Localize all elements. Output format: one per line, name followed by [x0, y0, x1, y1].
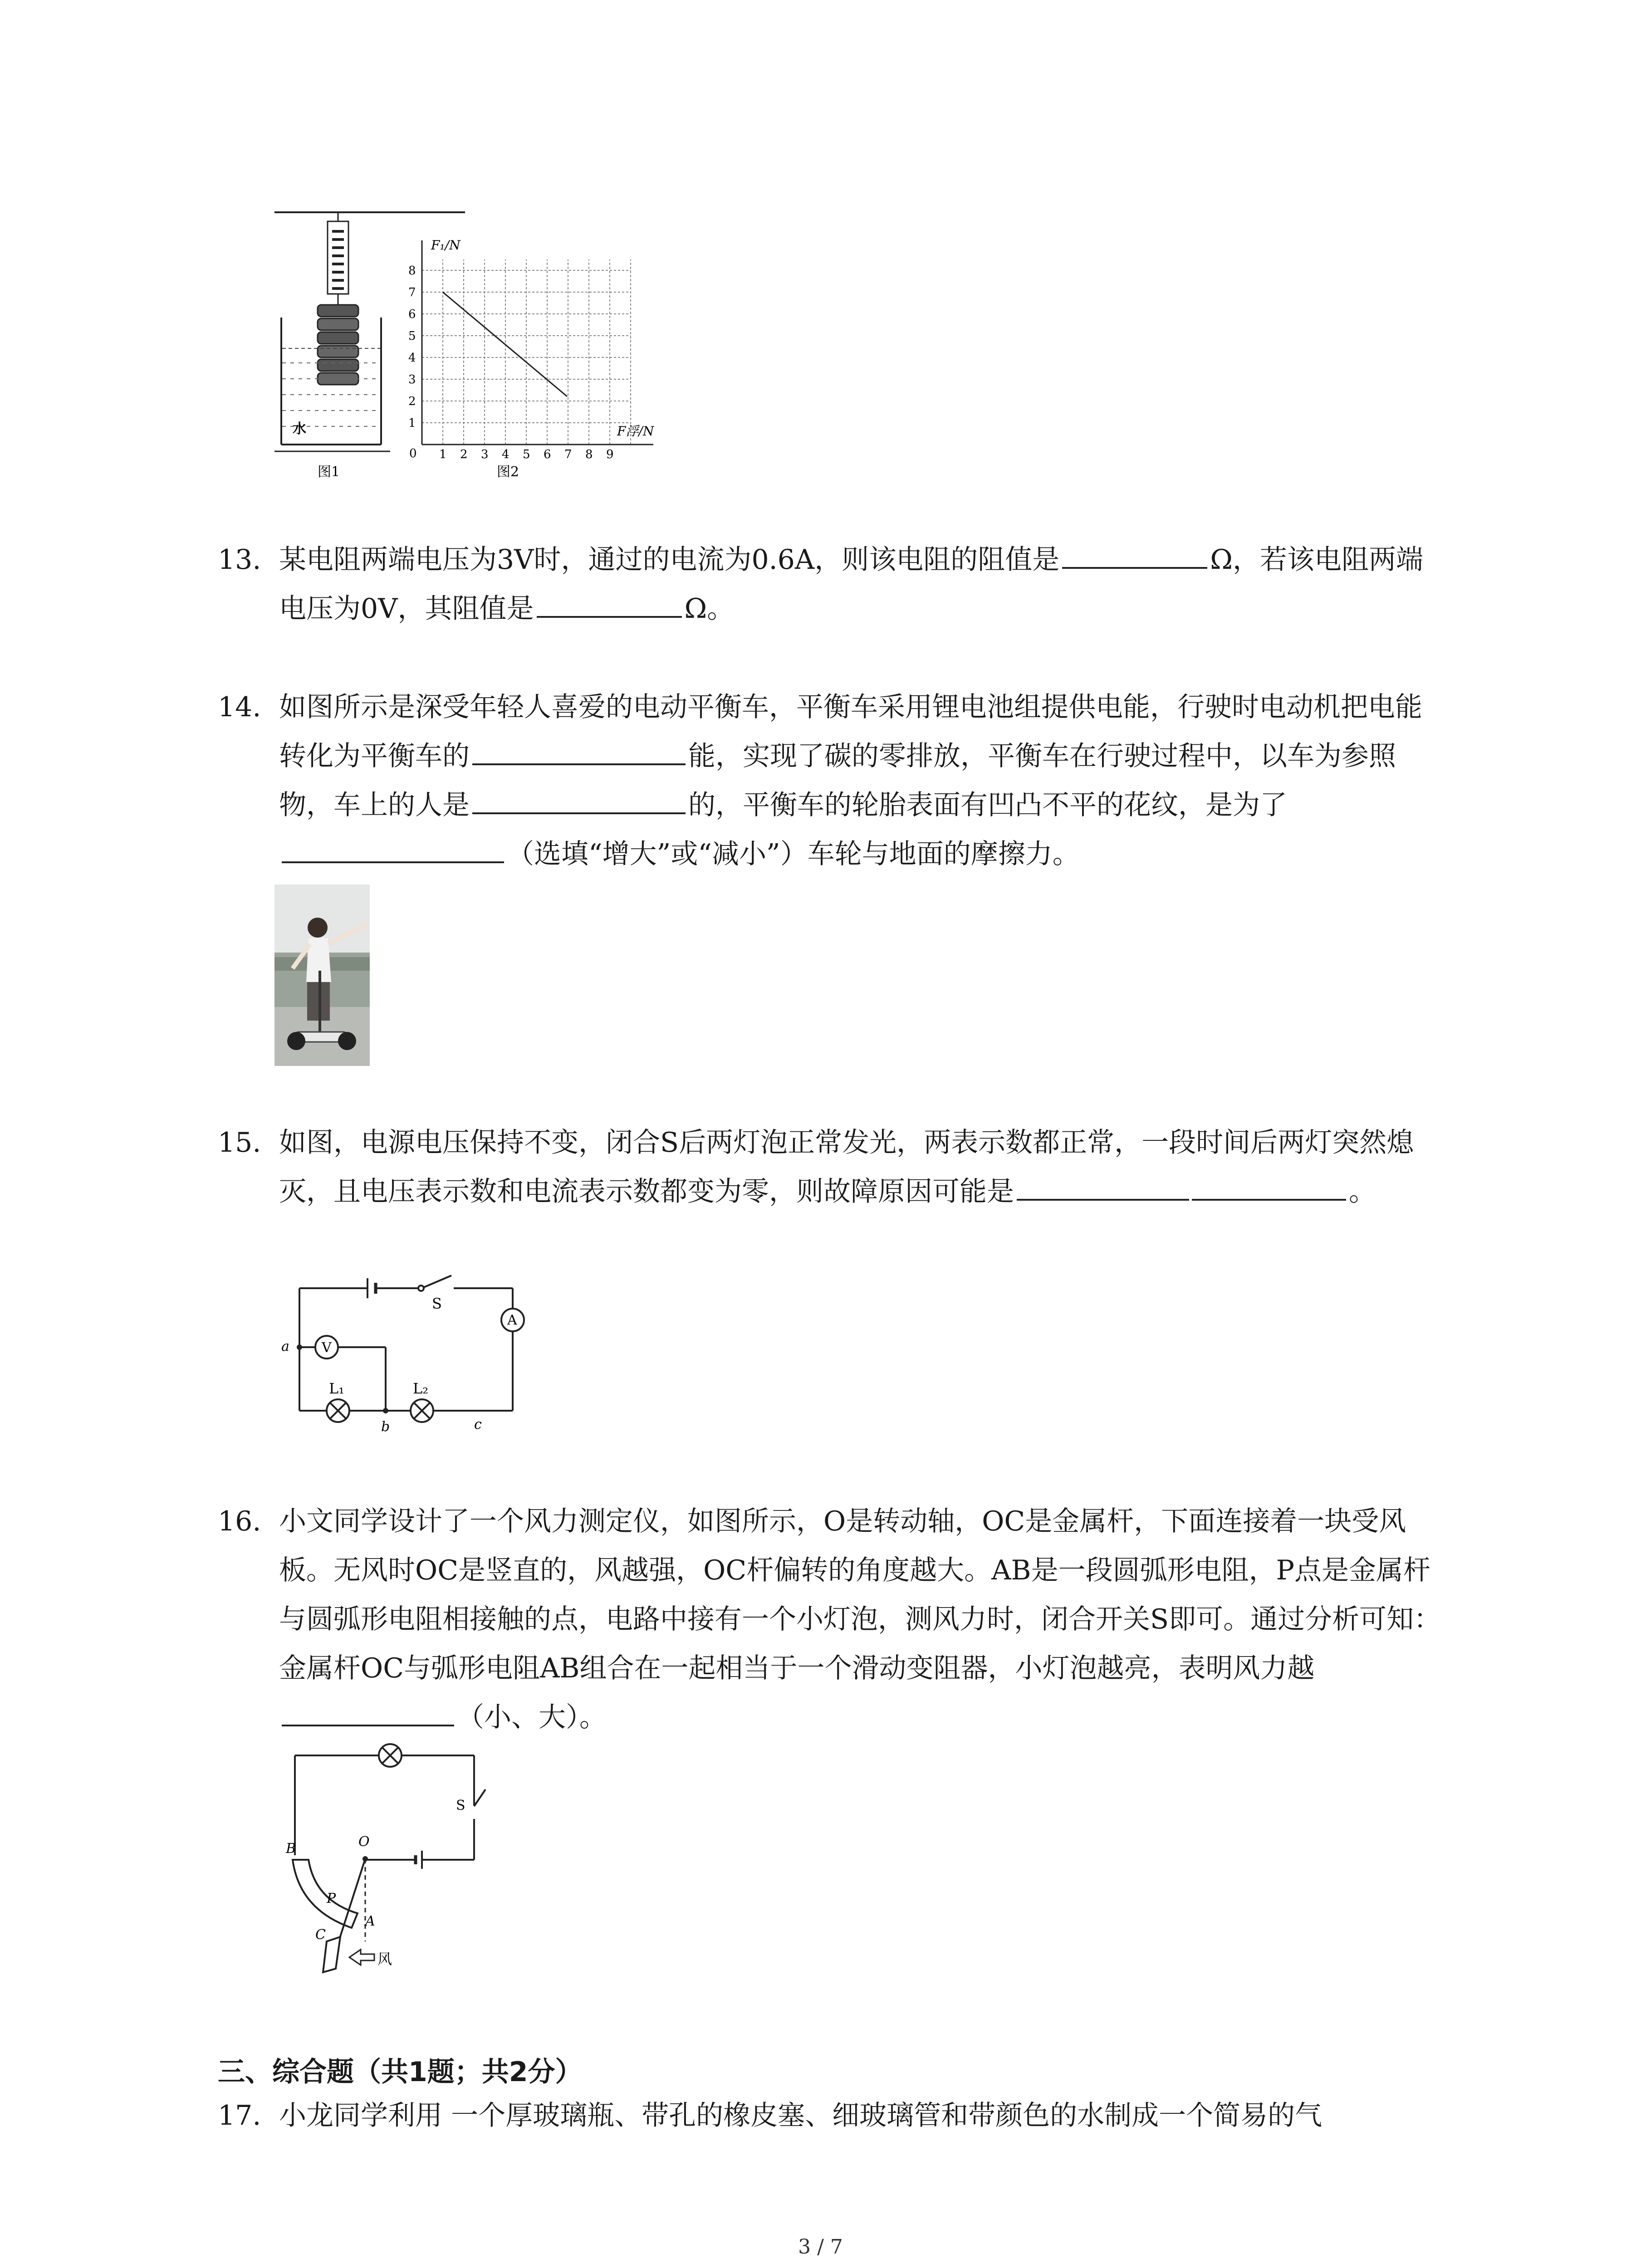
lamp-l2-label: L₂	[413, 1380, 429, 1397]
answer-blank-1-continued[interactable]	[1192, 1173, 1346, 1201]
label-a: A	[365, 1913, 375, 1929]
answer-blank-1[interactable]	[472, 737, 686, 765]
metal-cylinder	[318, 305, 358, 385]
wind-meter-diagram-q16	[272, 1724, 508, 1978]
text-segment: Ω，若该电阻两端电压为0V，其阻值是	[279, 544, 1424, 625]
balance-scooter-photo	[274, 885, 370, 1066]
wind-label: 风	[377, 1950, 392, 1968]
point-c-label: c	[474, 1417, 482, 1432]
question-17	[218, 2091, 1443, 2140]
y-tick-label: 7	[408, 286, 416, 299]
question-number: 13.	[218, 544, 261, 576]
x-tick-label: 6	[544, 448, 551, 461]
question-number: 16.	[218, 1505, 261, 1537]
label-b: B	[286, 1841, 296, 1857]
text-segment: 小文同学设计了一个风力测定仪，如图所示，O是转动轴，OC是金属杆，下面连接着一块受风板。无风时OC是竖直的，风越强，OC杆偏转的角度越大。AB是一段圆弧形电阻，P点是金属杆与圆弧形电阻相接触的点，电路中接有一个小灯泡，测风力时，闭合开关S即可。通过分析可知：金属杆OC与弧形电阻AB组合在一起相当于一个滑动变阻器，小灯泡越亮，表明风力越	[279, 1505, 1441, 1684]
page-number: 3 / 7	[798, 2235, 843, 2258]
switch-s[interactable]	[424, 1276, 451, 1287]
voltmeter-label: V	[322, 1340, 332, 1356]
switch-label: S	[456, 1798, 465, 1813]
text-segment: 能，实现了碳的零排放，平衡车在行驶过程中，以车为参照物，车上的人是	[279, 740, 1396, 821]
question-number: 14.	[218, 691, 261, 723]
text-segment: （选填“增大”或“减小”）车轮与地面的摩擦力。	[507, 838, 1080, 870]
lamp-l1-label: L₁	[329, 1380, 345, 1397]
answer-blank-2[interactable]	[537, 590, 682, 618]
x-tick-label: 9	[606, 448, 614, 461]
label-p: P	[327, 1891, 336, 1906]
x-tick-label: 7	[564, 448, 572, 461]
text-segment: 某电阻两端电压为3V时，通过的电流为0.6A，则该电阻的阻值是	[279, 544, 1060, 576]
circuit-diagram-q15	[272, 1270, 535, 1452]
y-tick-label: 5	[408, 329, 416, 343]
x-tick-label: 2	[460, 448, 468, 461]
switch-label: S	[432, 1295, 442, 1312]
question-text	[279, 2091, 1443, 2140]
fig1-label: 图1	[318, 464, 340, 480]
answer-blank-3[interactable]	[282, 835, 504, 863]
y-tick-label: 8	[408, 264, 416, 278]
text-segment: （小、大）。	[457, 1701, 607, 1733]
arc-resistor	[293, 1860, 358, 1928]
x-tick-label: 3	[481, 448, 489, 461]
wind-arrow-icon	[349, 1950, 374, 1965]
answer-blank-2[interactable]	[472, 786, 686, 814]
section-heading: 三、综合题（共1题；共2分）	[218, 2056, 583, 2088]
question-text	[279, 1118, 1443, 1216]
y-tick-labels	[408, 264, 416, 430]
text-segment: 如图，电源电压保持不变，闭合S后两灯泡正常发光，两表示数都正常，一段时间后两灯突然熄灭，且电压表示数和电流表示数都变为零，则故障原因可能是	[279, 1127, 1414, 1207]
answer-blank-1[interactable]	[282, 1698, 454, 1726]
label-o: O	[358, 1834, 370, 1850]
question-text	[279, 535, 1443, 633]
x-tick-label: 4	[502, 448, 509, 461]
x-tick-label: 5	[523, 448, 530, 461]
text-segment: 小龙同学利用 一个厚玻璃瓶、带孔的橡皮塞、细玻璃管和带颜色的水制成一个简易的气	[279, 2100, 1323, 2131]
graph-grid	[422, 259, 631, 445]
point-a-label: a	[281, 1339, 289, 1354]
question-text	[279, 1497, 1443, 1742]
y-tick-label: 3	[408, 373, 416, 386]
y-tick-label: 2	[408, 395, 416, 408]
y-tick-label: 4	[408, 351, 416, 365]
y-tick-label: 6	[408, 308, 416, 321]
ammeter-label: A	[507, 1312, 517, 1328]
y-tick-label: 1	[408, 416, 416, 430]
text-segment: 的，平衡车的轮胎表面有凹凸不平的花纹，是为了	[688, 789, 1287, 821]
x-tick-label: 8	[585, 448, 593, 461]
x-tick-label: 1	[439, 448, 447, 461]
answer-blank-1[interactable]	[1017, 1173, 1189, 1201]
figure-q12	[268, 204, 676, 494]
label-c: C	[315, 1927, 326, 1943]
x-tick-labels	[439, 448, 614, 461]
text-segment: 如图所示是深受年轻人喜爱的电动平衡车，平衡车采用锂电池组提供电能，行驶时电动机把电能转化为平衡车的	[279, 691, 1422, 772]
question-15	[218, 1118, 1443, 1216]
x-axis-label: F浮/N	[617, 424, 654, 439]
question-16	[218, 1497, 1443, 1742]
switch-s[interactable]	[474, 1789, 485, 1806]
point-b-label: b	[381, 1419, 390, 1435]
question-13	[218, 535, 1443, 633]
question-number: 17.	[218, 2100, 261, 2131]
y-axis-label: F₁/N	[431, 238, 460, 253]
text-segment: 。	[1349, 1176, 1376, 1207]
fig2-label: 图2	[497, 464, 519, 480]
text-segment: Ω。	[684, 593, 735, 625]
answer-blank-1[interactable]	[1062, 541, 1207, 569]
question-text	[279, 683, 1443, 879]
water-label: 水	[293, 421, 306, 437]
origin-label: 0	[409, 447, 417, 460]
question-14	[218, 683, 1443, 879]
question-number: 15.	[218, 1127, 261, 1158]
